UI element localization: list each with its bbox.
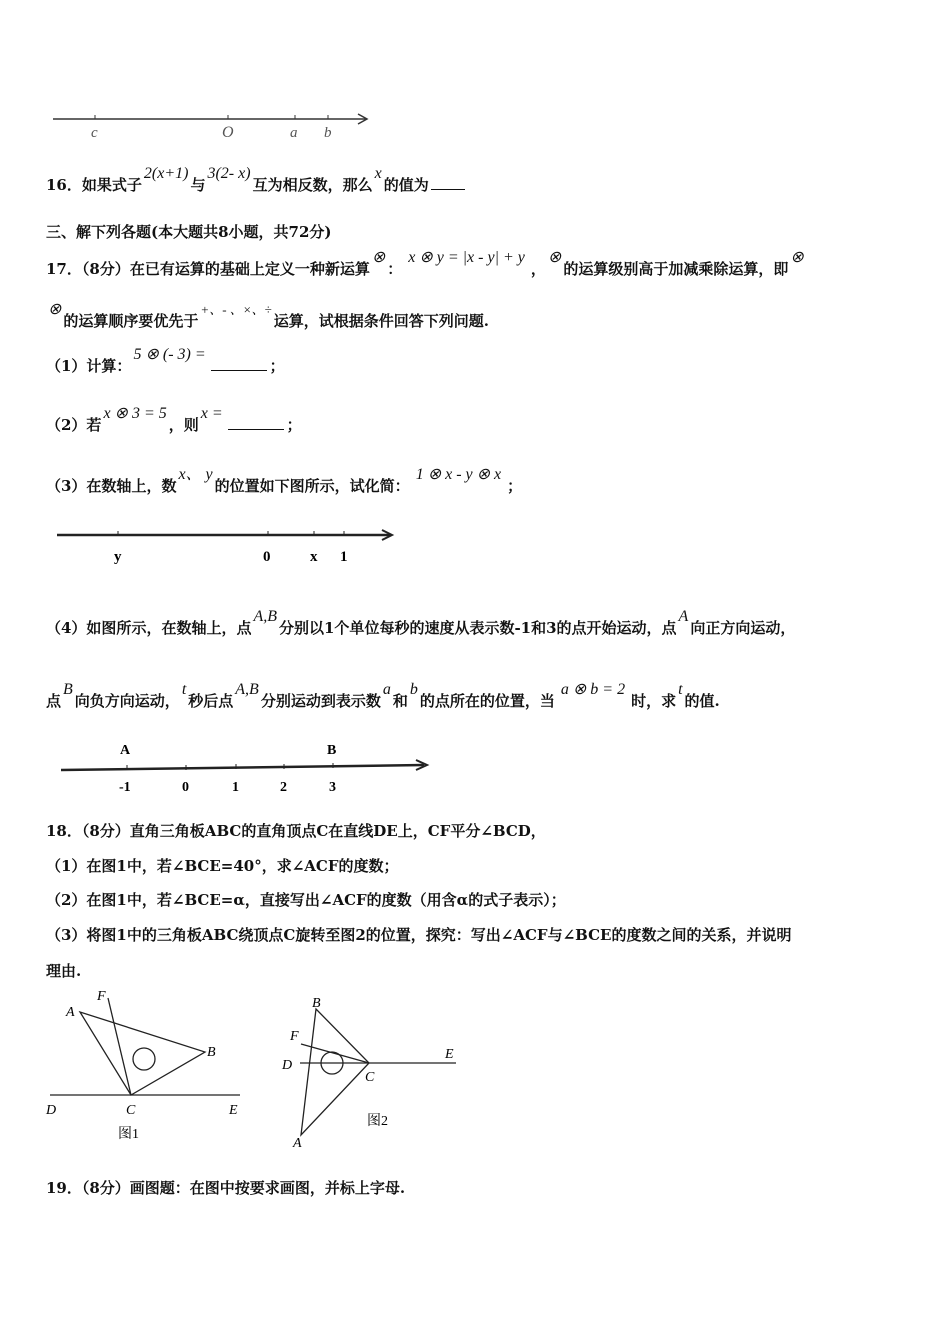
q17-p2-end: ；	[286, 416, 302, 434]
q16-text3: 互为相反数，那么	[252, 176, 373, 194]
q17-intro3: 的运算级别高于加减乘除运算，即	[563, 260, 789, 278]
p3-axis-y: y	[114, 549, 122, 565]
q17-p4-text1: 分别以1个单位每秒的速度从表示数-1和3的点开始运动，点	[279, 619, 677, 637]
q17-p2-label: （2）若	[46, 416, 102, 434]
fig2-A: A	[293, 1136, 302, 1150]
q17-p4-number-line	[56, 737, 436, 799]
label-b: b	[324, 125, 332, 141]
q17-ops-list: +、- 、×、÷	[200, 302, 272, 317]
p4-axis-A: A	[120, 743, 131, 758]
q17-p4-l2d: 分别运动到表示数	[260, 692, 381, 710]
q17-p2-mid: ，则	[168, 416, 199, 434]
q17-p4-label: （4）如图所示，在数轴上，点	[46, 619, 252, 637]
q18-line1: 18．（8分）直角三角板ABC的直角顶点C在直线DE上，CF平分∠BCD，	[46, 822, 546, 840]
q17-op2: ⊗	[547, 249, 562, 266]
fig1-D: D	[46, 1103, 57, 1118]
q17-part4-line2	[46, 681, 720, 711]
p4-axis-1: 1	[232, 780, 239, 795]
q17-p2-blank[interactable]	[228, 429, 284, 430]
q17-colon: ：	[387, 260, 403, 278]
p3-axis-1: 1	[340, 549, 348, 565]
section-3-title: 三、解下列各题(本大题共8小题，共72分)	[46, 223, 332, 241]
fig2-E: E	[445, 1047, 454, 1062]
top-number-line	[48, 104, 378, 144]
q17-line2a: 的运算顺序要优先于	[63, 312, 199, 330]
q17-op: ⊗	[371, 249, 386, 266]
q18-part2: （2）在图1中，若∠BCE=α，直接写出∠ACF的度数（用含α的式子表示）；	[46, 891, 566, 909]
q17-p1-blank[interactable]	[211, 370, 267, 371]
q17-line2b: 运算，试根据条件回答下列问题.	[273, 312, 489, 330]
fig1-E: E	[229, 1103, 238, 1118]
q17-p4-t: t	[181, 681, 187, 698]
q17-p3-number-line	[52, 520, 402, 570]
q17-p4-l2b: 向负方向运动，	[74, 692, 180, 710]
q17-score: （8分）	[81, 260, 130, 278]
q17-p4-l2g: 的值.	[684, 692, 720, 710]
q18-part3b: 理由.	[46, 962, 82, 980]
fig1-caption: 图1	[118, 1127, 139, 1142]
q18-part3: （3）将图1中的三角板ABC绕顶点C旋转至图2的位置，探究：写出∠ACF与∠BCE的度数之间的关系，并说明	[46, 926, 792, 944]
p4-axis-2: 2	[280, 780, 287, 795]
q17-p4-b: b	[409, 681, 418, 698]
q16-num: 16．	[46, 176, 82, 194]
q17-p3-text: 的位置如下图所示，试化简：	[214, 477, 410, 495]
p3-axis-0: 0	[263, 549, 271, 565]
q17-p4-l2e: 的点所在的位置，当	[419, 692, 555, 710]
q16-answer-blank[interactable]	[431, 189, 465, 190]
q17-p3-vars: x、 y	[178, 466, 213, 483]
fig2-F: F	[290, 1029, 299, 1044]
fig2-B: B	[312, 996, 321, 1011]
q17-p4-l2c: 秒后点	[188, 692, 234, 710]
q17-p4-expr: a ⊗ b = 2	[560, 681, 626, 698]
q16-expr1: 2(x+1)	[143, 165, 189, 182]
q16-text2: 与	[190, 176, 206, 194]
q18-figure-1	[40, 984, 255, 1144]
q17-op4: ⊗	[48, 301, 62, 318]
q16-text4: 的值为	[383, 176, 429, 194]
q19-line1: 19．（8分）画图题：在图中按要求画图，并标上字母.	[46, 1179, 406, 1197]
p4-axis-0: 0	[182, 780, 189, 795]
p4-axis-B: B	[327, 743, 337, 758]
q17-op3: ⊗	[790, 249, 804, 266]
q17-p4-B: B	[63, 681, 73, 698]
q17-line2	[46, 301, 489, 331]
q17-num: 17．	[46, 260, 82, 278]
q17-p4-a: a	[382, 681, 391, 698]
q17-part1	[46, 346, 285, 376]
q17-comma: ，	[530, 260, 546, 278]
q17-p4-l2f: 时，求	[631, 692, 677, 710]
q16-text1: 如果式子	[81, 176, 142, 194]
q17-p4-A: A	[678, 608, 689, 625]
q17-p1-expr: 5 ⊗ (- 3) =	[133, 346, 206, 363]
q17-p3-expr: 1 ⊗ x - y ⊗ x	[415, 466, 502, 483]
fig1-A: A	[66, 1005, 75, 1020]
q16-var: x	[374, 165, 382, 182]
q17-part3	[46, 466, 523, 496]
p4-axis-3: 3	[329, 780, 336, 795]
label-a: a	[290, 125, 298, 141]
fig2-caption: 图2	[367, 1114, 388, 1129]
q17-p2-expr2: x =	[200, 405, 223, 422]
q17-part2	[46, 405, 302, 435]
label-o: O	[222, 124, 234, 141]
p3-axis-x: x	[310, 549, 318, 565]
q17-p2-expr: x ⊗ 3 = 5	[103, 405, 167, 422]
fig1-F: F	[97, 989, 106, 1004]
p4-axis-neg1: -1	[119, 780, 131, 795]
q17-part4-line1	[46, 608, 796, 638]
q18-figure-2	[276, 990, 466, 1150]
q17-p4-t2: t	[678, 681, 683, 698]
q18-part1: （1）在图1中，若∠BCE=40°，求∠ACF的度数；	[46, 857, 399, 875]
q17-p4-pts2: A,B	[235, 681, 259, 698]
q17-p4-text2: 向正方向运动，	[690, 619, 796, 637]
q17-p1-label: （1）计算：	[46, 357, 132, 375]
question-16	[46, 165, 467, 195]
label-c: c	[91, 125, 98, 141]
q17-p1-end: ；	[269, 357, 285, 375]
q17-definition: x ⊗ y = |x - y| + y	[408, 249, 525, 266]
q17-p4-and: 和	[392, 692, 408, 710]
q16-expr2: 3(2- x)	[207, 165, 251, 182]
q17-line1	[46, 249, 806, 279]
q17-p3-end: ；	[507, 477, 523, 495]
q17-p4-l2a: 点	[46, 692, 62, 710]
q17-p4-pts: A,B	[253, 608, 277, 625]
q17-p3-label: （3）在数轴上，数	[46, 477, 177, 495]
q17-intro1: 在已有运算的基础上定义一种新运算	[129, 260, 370, 278]
fig2-D: D	[282, 1058, 293, 1073]
fig1-C: C	[126, 1103, 136, 1118]
fig1-B: B	[207, 1045, 216, 1060]
fig2-C: C	[365, 1070, 375, 1085]
